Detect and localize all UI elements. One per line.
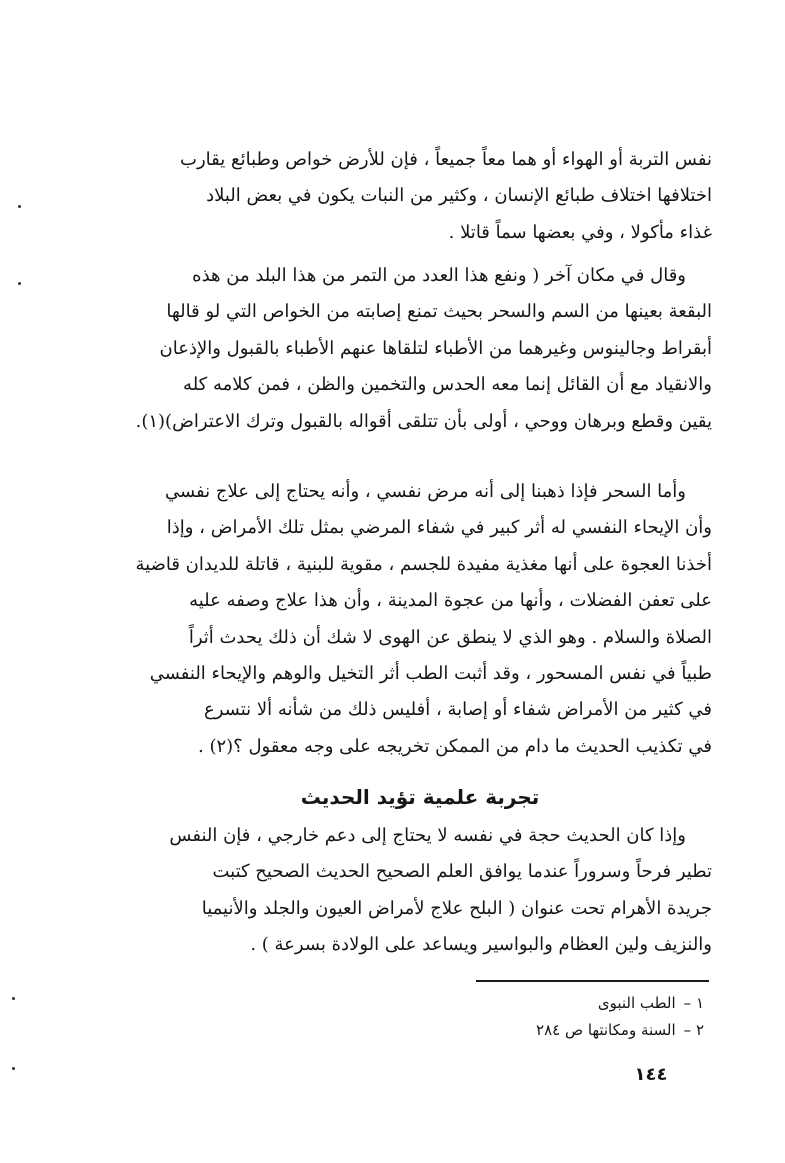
scan-speck <box>18 282 21 285</box>
footnotes <box>380 990 704 1044</box>
footnote-divider <box>476 980 709 982</box>
scan-speck <box>12 997 15 1000</box>
footnote-2 <box>380 1017 704 1044</box>
paragraph-4 <box>128 818 712 964</box>
text-line: وإذا كان الحديث حجة في نفسه لا يحتاج إلى دعم خارجي ، فإن النفس <box>169 825 686 846</box>
text-line: والانقياد مع أن القائل إنما معه الحدس والتخمين والظن ، فمن كلامه كله <box>183 374 712 396</box>
scan-speck <box>12 1067 15 1070</box>
text-line: أبقراط وجالينوس وغيرهما من الأطباء لتلقاها عنهم الأطباء بالقبول والإذعان <box>159 337 712 359</box>
text-line: والنزيف ولين العظام والبواسير ويساعد على الولادة بسرعة ) . <box>250 934 712 956</box>
text-line: تطير فرحاً وسروراً عندما يوافق العلم الصحيح الحديث الصحيح كتبت <box>212 861 712 883</box>
footnote-text: الطب النبوى <box>597 994 676 1012</box>
text-line: على تعفن الفضلات ، وأنها من عجوة المدينة ، وأن هذا علاج وصفه عليه <box>189 590 712 612</box>
text-line: يقين وقطع وبرهان ووحي ، أولى بأن تتلقى أقواله بالقبول وترك الاعتراض)(١). <box>135 410 712 432</box>
text-line: نفس التربة أو الهواء أو هما معاً جميعاً ، فإن للأرض خواص وطبائع يقارب <box>180 149 712 170</box>
scan-speck <box>18 205 21 208</box>
section-heading: تجربة علمية تؤيد الحديث <box>300 785 540 809</box>
text-line: جريدة الأهرام تحت عنوان ( البلح علاج لأمراض العيون والجلد والأنيميا <box>201 897 712 919</box>
footnote-number: ١ – <box>683 994 704 1012</box>
text-line: وأما السحر فإذا ذهبنا إلى أنه مرض نفسي ، وأنه يحتاج إلى علاج نفسي <box>164 481 686 502</box>
text-line: الصلاة والسلام . وهو الذي لا ينطق عن الهوى لا شك أن ذلك يحدث أثراً <box>188 626 712 648</box>
text-line: البقعة بعينها من السم والسحر بحيث تمنع إصابته من الخواص التي لو قالها <box>166 301 712 323</box>
text-line: أخذنا العجوة على أنها مغذية مفيدة للجسم ، مقوية للبنية ، قاتلة للديدان قاضية <box>135 553 712 575</box>
text-line: في تكذيب الحديث ما دام من الممكن تخريجه على وجه معقول ؟(٢) . <box>198 735 712 757</box>
text-line: اختلافها اختلاف طبائع الإنسان ، وكثير من النبات يكون في بعض البلاد <box>206 185 712 207</box>
page-number: ١٤٤ <box>634 1064 668 1085</box>
paragraph-2 <box>128 258 712 440</box>
paragraph-3 <box>128 474 712 765</box>
footnote-number: ٢ – <box>683 1021 704 1039</box>
text-line: وأن الإيحاء النفسي له أثر كبير في شفاء المرضي بمثل تلك الأمراض ، وإذا <box>166 517 712 539</box>
text-line: وقال في مكان آخر ( ونفع هذا العدد من التمر من هذا البلد من هذه <box>192 265 686 286</box>
text-line: طبياً في نفس المسحور ، وقد أثبت الطب أثر التخيل والوهم والإيحاء النفسي <box>149 662 712 684</box>
footnote-1 <box>380 990 704 1017</box>
footnote-text: السنة ومكانتها ص ٢٨٤ <box>536 1021 676 1039</box>
text-line: غذاء مأكولا ، وفي بعضها سماً قاتلا . <box>448 221 712 243</box>
paragraph-1 <box>128 142 712 251</box>
text-line: في كثير من الأمراض شفاء أو إصابة ، أفليس ذلك من شأنه ألا نتسرع <box>204 699 712 721</box>
